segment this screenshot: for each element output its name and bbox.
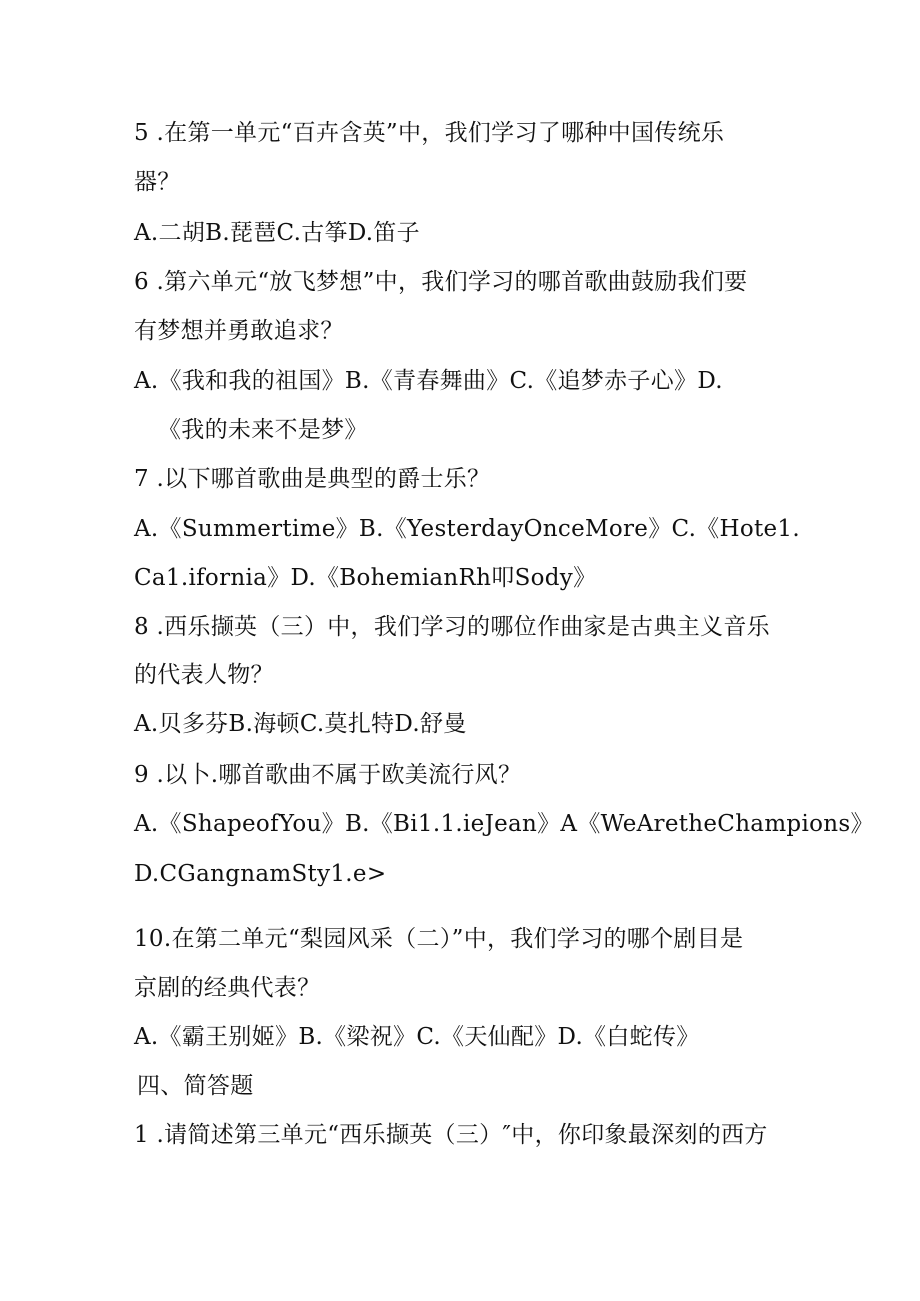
question-7-options-line-1: A.《Summertime》B.《YesterdayOnceMore》C.《Hote1. — [134, 516, 800, 542]
question-6-line-1: 6 .第六单元“放飞梦想”中，我们学习的哪首歌曲鼓励我们要 — [134, 269, 748, 295]
question-6-options-line-1: A.《我和我的祖国》B.《青春舞曲》C.《追梦赤子心》D. — [134, 368, 723, 394]
question-9-options-line-2: D.CGangnamSty1.e> — [134, 861, 387, 887]
question-8-options: A.贝多芬B.海顿C.莫扎特D.舒曼 — [134, 711, 467, 737]
question-5-line-1: 5 .在第一单元“百卉含英”中，我们学习了哪种中国传统乐 — [134, 120, 725, 146]
question-7-options-line-2: Ca1.ifornia》D.《BohemianRh叩Sody》 — [134, 565, 597, 591]
question-10-line-1: 10.在第二单元“梨园风采（二）”中，我们学习的哪个剧目是 — [134, 926, 744, 952]
question-5-line-2: 器？ — [134, 169, 181, 195]
section-heading-short-answer: 四、简答题 — [137, 1073, 254, 1099]
question-6-options-line-2: 《我的未来不是梦》 — [158, 417, 368, 443]
question-8-line-2: 的代表人物？ — [134, 662, 274, 688]
question-10-line-2: 京剧的经典代表？ — [134, 975, 321, 1001]
short-answer-question-1-line-1: 1 .请简述第三单元“西乐撷英（三）″中，你印象最深刻的西方 — [134, 1122, 768, 1148]
question-9-line-1: 9 .以卜.哪首歌曲不属于欧美流行风？ — [134, 762, 522, 788]
question-8-line-1: 8 .西乐撷英（三）中，我们学习的哪位作曲家是古典主义音乐 — [134, 614, 770, 640]
question-6-line-2: 有梦想并勇敢追求？ — [134, 318, 344, 344]
question-5-options: A.二胡B.琵琶C.古筝D.笛子 — [134, 220, 420, 246]
question-9-options-line-1: A.《ShapeofYou》B.《Bi1.1.ieJean》A《WeAretheChampions》 — [134, 811, 874, 837]
question-7-line-1: 7 .以下哪首歌曲是典型的爵士乐？ — [134, 466, 491, 492]
question-10-options: A.《霸王别姬》B.《梁祝》C.《天仙配》D.《白蛇传》 — [134, 1024, 700, 1050]
